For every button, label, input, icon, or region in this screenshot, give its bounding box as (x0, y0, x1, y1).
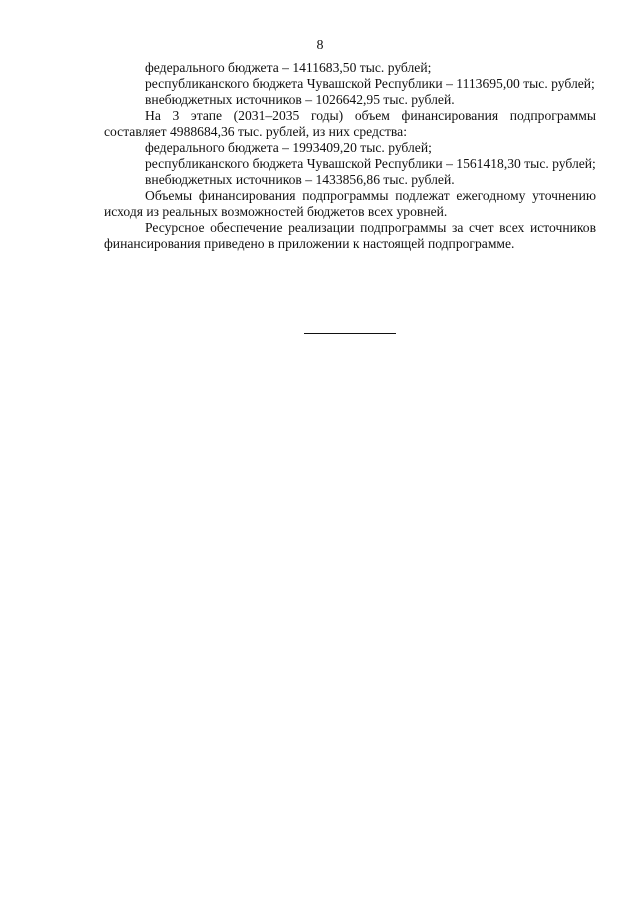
document-body (104, 60, 596, 252)
paragraph-federal-budget-stage2: федерального бюджета – 1411683,50 тыс. рублей; (145, 60, 432, 75)
page-number: 8 (316, 38, 324, 53)
paragraph-extrabudgetary-stage3: внебюджетных источников – 1433856,86 тыс. рублей. (145, 172, 455, 187)
paragraph-republic-budget-stage2: республиканского бюджета Чувашской Республики – 1113695,00 тыс. рублей; (145, 76, 595, 91)
paragraph-extrabudgetary-stage2: внебюджетных источников – 1026642,95 тыс. рублей. (145, 92, 455, 107)
paragraph-resource-provision: Ресурсное обеспечение реализации подпрограммы за счет всех источников финансирования приведено в приложении к настоящей подпрограмме. (104, 220, 596, 251)
paragraph-federal-budget-stage3: федерального бюджета – 1993409,20 тыс. рублей; (145, 140, 432, 155)
paragraph-republic-budget-stage3: республиканского бюджета Чувашской Республики – 1561418,30 тыс. рублей; (145, 156, 596, 171)
paragraph-stage3-total: На 3 этапе (2031–2035 годы) объем финансирования подпрограммы составляет 4988684,36 тыс. рублей, из них средства: (104, 108, 596, 139)
end-divider-line (304, 333, 396, 334)
paragraph-annual-adjustment: Объемы финансирования подпрограммы подлежат ежегодному уточнению исходя из реальных возможностей бюджетов всех уровней. (104, 188, 596, 219)
